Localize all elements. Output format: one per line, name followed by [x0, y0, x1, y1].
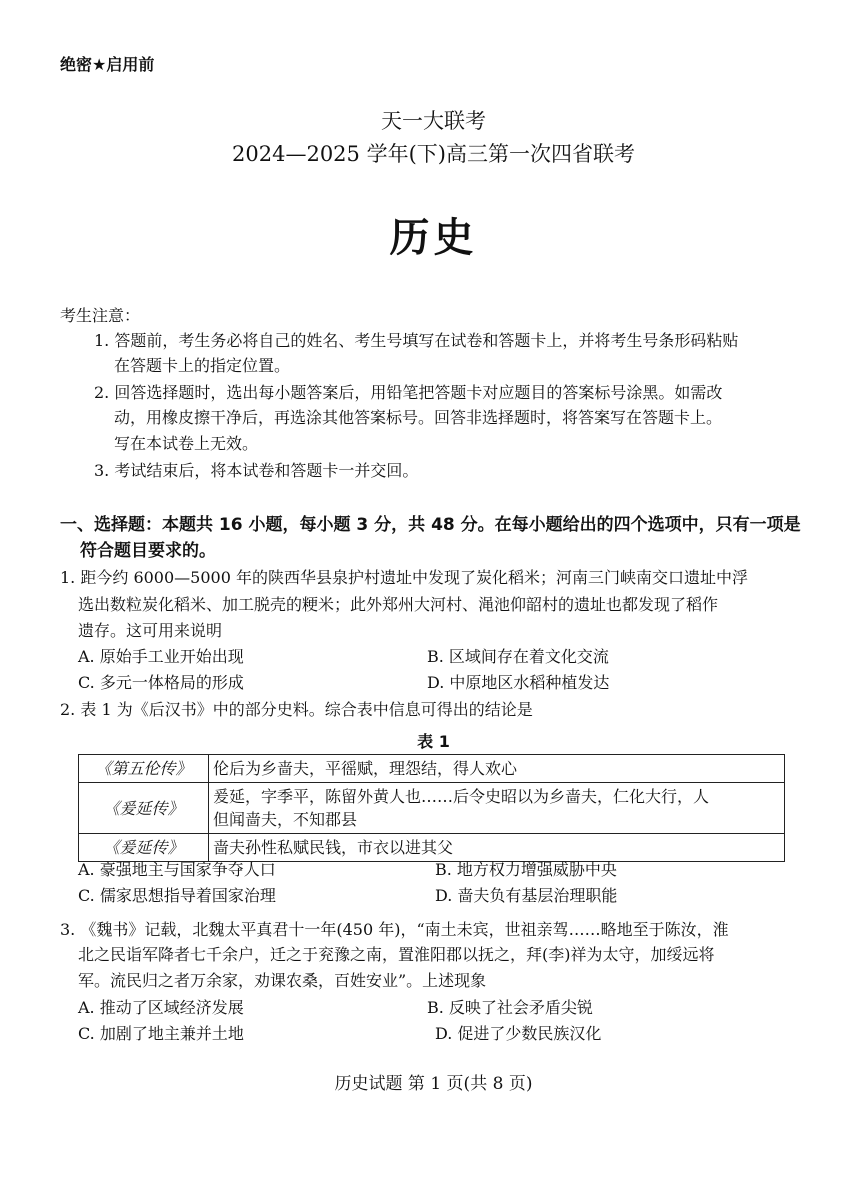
q2-stem: 2. 表 1 为《后汉书》中的部分史料。综合表中信息可得出的结论是: [60, 700, 533, 719]
q3-option-b: B. 反映了社会矛盾尖锐: [427, 998, 593, 1017]
notice-title: 考生注意：: [60, 306, 141, 325]
notice-item-2-line1: 2. 回答选择题时，选出每小题答案后，用铅笔把答题卡对应题目的答案标号涂黑。如需改: [94, 383, 723, 402]
notice-item-2-line2: 动，用橡皮擦干净后，再选涂其他答案标号。回答非选择题时，将答案写在答题卡上。: [114, 408, 723, 427]
subject-title: 历史: [389, 215, 478, 261]
q2-option-c: C. 儒家思想指导着国家治理: [78, 886, 276, 905]
q3-option-d: D. 促进了少数民族汉化: [435, 1024, 602, 1043]
cell-text-line: 但闻啬夫，不知郡县: [213, 810, 358, 829]
exam-name: 2024—2025 学年(下)高三第一次四省联考: [232, 142, 635, 166]
q3-stem-line2: 北之民诣军降者七千余户，迁之于兖豫之南，置淮阳郡以抚之，拜(李)祥为太守，加绥远将: [78, 945, 715, 964]
history-source-table: [78, 754, 785, 862]
table-cell-source: 《爰延传》: [79, 783, 209, 834]
q1-option-d: D. 中原地区水稻种植发达: [427, 673, 610, 692]
q1-stem-line1: 1. 距今约 6000—5000 年的陕西华县泉护村遗址中发现了炭化稻米；河南三门峡南交口遗址中浮: [60, 568, 748, 587]
cell-text-line: 爰延，字季平，陈留外黄人也……后令史昭以为乡啬夫，仁化大行，人: [213, 787, 710, 806]
q2-option-d: D. 啬夫负有基层治理职能: [435, 886, 618, 905]
q1-stem-line3: 遗存。这可用来说明: [78, 621, 223, 640]
section-heading-line2: 符合题目要求的。: [80, 541, 216, 561]
table-row: [79, 755, 785, 783]
q3-stem-line3: 军。流民归之者万余家，劝课农桑，百姓安业”。上述现象: [78, 971, 487, 990]
table-cell-text: [209, 755, 785, 783]
notice-item-2-line3: 写在本试卷上无效。: [114, 434, 259, 453]
q1-option-a: A. 原始手工业开始出现: [78, 647, 244, 666]
table-row: [79, 783, 785, 834]
q2-option-a: A. 豪强地主与国家争夺人口: [78, 860, 276, 879]
org-title: [0, 107, 867, 135]
notice-item-1-line1: 1. 答题前，考生务必将自己的姓名、考生号填写在试卷和答题卡上，并将考生号条形码粘贴: [94, 331, 739, 350]
table-row: [79, 834, 785, 862]
q2-option-b: B. 地方权力增强威胁中央: [435, 860, 617, 879]
cell-text-line: 啬夫孙性私赋民钱，市衣以进其父: [213, 838, 454, 857]
page-footer: 历史试题 第 1 页(共 8 页): [334, 1074, 533, 1094]
notice-item-3: 3. 考试结束后，将本试卷和答题卡一并交回。: [94, 461, 419, 480]
cell-text-line: 伦后为乡啬夫，平徭赋，理怨结，得人欢心: [213, 759, 518, 778]
table-cell-source: 《第五伦传》: [79, 755, 209, 783]
table-cell-text: [209, 783, 785, 834]
confidential-label: 绝密★启用前: [60, 55, 155, 74]
section-heading-line1: 一、选择题：本题共 16 小题，每小题 3 分，共 48 分。在每小题给出的四个选项中，只有一项是: [60, 515, 801, 535]
q1-option-b: B. 区域间存在着文化交流: [427, 647, 609, 666]
q3-option-c: C. 加剧了地主兼并土地: [78, 1024, 244, 1043]
table-caption: 表 1: [417, 732, 450, 751]
table-cell-text: [209, 834, 785, 862]
org-name: 天一大联考: [381, 109, 486, 133]
q1-stem-line2: 选出数粒炭化稻米、加工脱壳的粳米；此外郑州大河村、渑池仰韶村的遗址也都发现了稻作: [78, 595, 719, 614]
notice-item-1-line2: 在答题卡上的指定位置。: [114, 356, 291, 375]
table-cell-source: 《爰延传》: [79, 834, 209, 862]
q3-option-a: A. 推动了区域经济发展: [78, 998, 244, 1017]
q1-option-c: C. 多元一体格局的形成: [78, 673, 244, 692]
q3-stem-line1: 3. 《魏书》记载，北魏太平真君十一年(450 年)，“南土未宾，世祖亲驾……略地至于陈汝，淮: [60, 920, 729, 939]
